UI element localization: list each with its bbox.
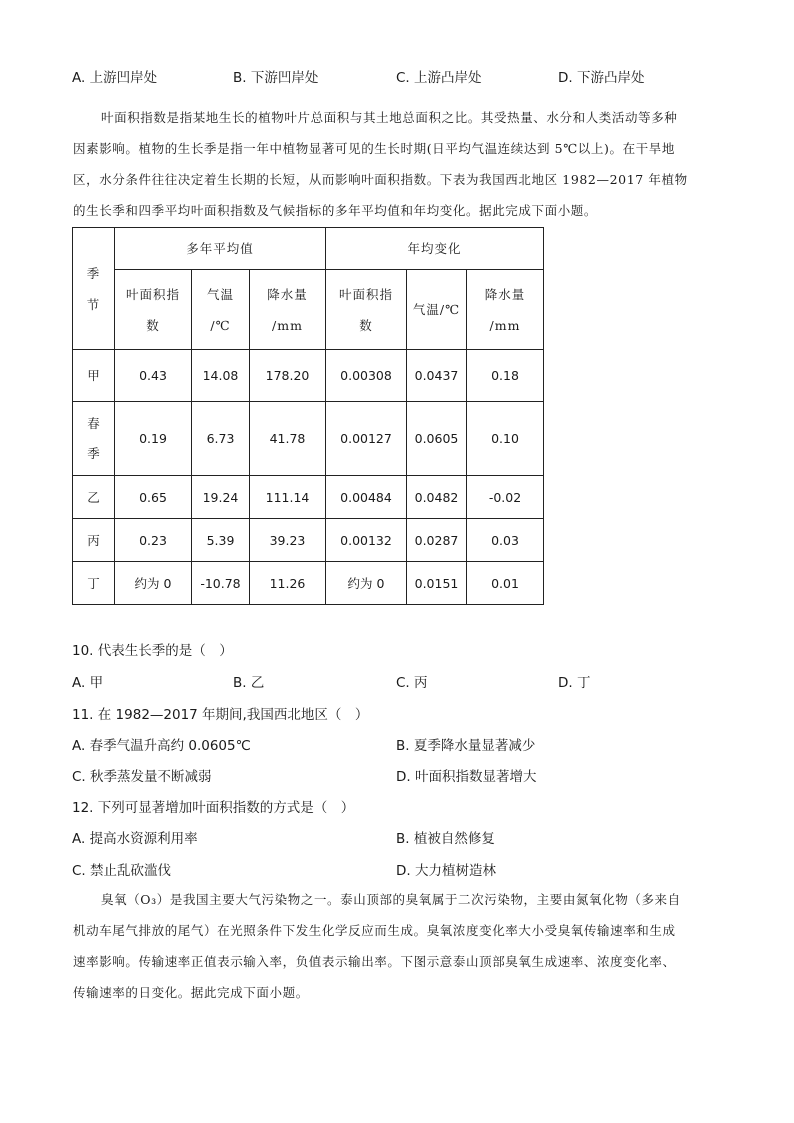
temp-avg-cell: -10.78 [192, 562, 250, 605]
q10-option-c: C. 丙 [396, 675, 428, 691]
q11-option-a: A. 春季气温升高约 0.0605℃ [72, 738, 251, 754]
passage1-line: 叶面积指数是指某地生长的植物叶片总面积与其土地总面积之比。其受热量、水分和人类活动等多种 [101, 110, 678, 125]
q10-option-a: A. 甲 [72, 675, 104, 691]
header-text: /mm [489, 317, 521, 333]
season-cell: 甲 [73, 350, 115, 402]
precip-change-cell: -0.02 [467, 476, 544, 519]
q9-option-a: A. 上游凹岸处 [72, 70, 158, 86]
precip-avg-cell: 11.26 [250, 562, 326, 605]
lai-avg-cell: 0.65 [115, 476, 192, 519]
season-text: 春季 [87, 415, 100, 461]
lai-change-cell: 约为 0 [326, 562, 407, 605]
lai-avg-cell: 0.23 [115, 519, 192, 562]
q10-stem: 10. 代表生长季的是（ ） [72, 643, 233, 659]
q11-option-b: B. 夏季降水量显著减少 [396, 738, 536, 754]
table-row [73, 350, 544, 402]
precip-avg-cell: 178.20 [250, 350, 326, 402]
temp-avg-cell: 5.39 [192, 519, 250, 562]
passage2-line: 传输速率的日变化。据此完成下面小题。 [73, 985, 309, 1000]
lai-change-cell: 0.00308 [326, 350, 407, 402]
header-text: 降水量 [484, 286, 526, 302]
lai-change-cell: 0.00127 [326, 402, 407, 476]
passage-leaf-area-index [73, 102, 723, 226]
q12-option-a: A. 提高水资源利用率 [72, 831, 198, 847]
season-cell: 丙 [73, 519, 115, 562]
precip-avg-cell: 39.23 [250, 519, 326, 562]
q11-option-c: C. 秋季蒸发量不断减弱 [72, 769, 212, 785]
temp-change-cell: 0.0482 [407, 476, 467, 519]
q10-option-b: B. 乙 [233, 675, 265, 691]
season-cell: 丁 [73, 562, 115, 605]
header-lai-change [326, 270, 407, 350]
lai-avg-cell: 0.19 [115, 402, 192, 476]
header-multi-year-average: 多年平均值 [115, 228, 326, 270]
passage1-line: 因素影响。植物的生长季是指一年中植物显著可见的生长时期(日平均气温连续达到 5℃以上)。在干旱地 [73, 141, 675, 156]
lai-avg-cell: 约为 0 [115, 562, 192, 605]
q12-option-d: D. 大力植树造林 [396, 863, 496, 879]
temp-avg-cell: 19.24 [192, 476, 250, 519]
header-text: 降水量 [267, 286, 308, 302]
lai-avg-cell: 0.43 [115, 350, 192, 402]
precip-change-cell: 0.03 [467, 519, 544, 562]
header-text: 数 [359, 317, 373, 333]
temp-change-cell: 0.0151 [407, 562, 467, 605]
precip-change-cell: 0.18 [467, 350, 544, 402]
q12-option-c: C. 禁止乱砍滥伐 [72, 863, 172, 879]
temp-change-cell: 0.0437 [407, 350, 467, 402]
header-text: /℃ [210, 317, 231, 333]
lai-change-cell: 0.00132 [326, 519, 407, 562]
passage-ozone [73, 884, 723, 1008]
season-cell [73, 402, 115, 476]
q12-option-b: B. 植被自然修复 [396, 831, 495, 847]
header-temp-avg [192, 270, 250, 350]
temp-avg-cell: 14.08 [192, 350, 250, 402]
q10-option-d: D. 丁 [558, 675, 591, 691]
header-season-char: 季 [86, 265, 101, 281]
header-temp-change: 气温/℃ [407, 270, 467, 350]
temp-avg-cell: 6.73 [192, 402, 250, 476]
header-text: 叶面积指 [338, 286, 393, 302]
passage2-line: 臭氧（O₃）是我国主要大气污染物之一。泰山顶部的臭氧属于二次污染物，主要由氮氧化物（多来自 [101, 892, 681, 907]
header-season-char: 节 [86, 296, 101, 312]
precip-change-cell: 0.01 [467, 562, 544, 605]
table-row [73, 476, 544, 519]
header-text: 气温 [206, 286, 234, 302]
header-text: 叶面积指 [125, 286, 180, 302]
q11-option-d: D. 叶面积指数显著增大 [396, 769, 537, 785]
precip-avg-cell: 41.78 [250, 402, 326, 476]
q9-option-d: D. 下游凸岸处 [558, 70, 645, 86]
q9-option-c: C. 上游凸岸处 [396, 70, 482, 86]
header-text: 数 [146, 317, 160, 333]
header-precip-avg [250, 270, 326, 350]
climate-lai-table [72, 227, 544, 605]
q9-option-b: B. 下游凹岸处 [233, 70, 319, 86]
table-row [73, 519, 544, 562]
header-precip-change [467, 270, 544, 350]
temp-change-cell: 0.0287 [407, 519, 467, 562]
passage2-line: 机动车尾气排放的尾气）在光照条件下发生化学反应而生成。臭氧浓度变化率大小受臭氧传输速率和生成 [73, 923, 676, 938]
lai-change-cell: 0.00484 [326, 476, 407, 519]
q12-stem: 12. 下列可显著增加叶面积指数的方式是（ ） [72, 800, 355, 816]
header-text: /mm [272, 317, 303, 333]
header-lai-avg [115, 270, 192, 350]
passage1-line: 区，水分条件往往决定着生长期的长短，从而影响叶面积指数。下表为我国西北地区 1982—2017 年植物 [73, 172, 688, 187]
temp-change-cell: 0.0605 [407, 402, 467, 476]
precip-change-cell: 0.10 [467, 402, 544, 476]
table-row [73, 402, 544, 476]
header-season [73, 228, 115, 350]
header-annual-change: 年均变化 [326, 228, 544, 270]
q11-stem: 11. 在 1982—2017 年期间,我国西北地区（ ） [72, 707, 369, 723]
table-row [73, 562, 544, 605]
precip-avg-cell: 111.14 [250, 476, 326, 519]
season-cell: 乙 [73, 476, 115, 519]
passage1-line: 的生长季和四季平均叶面积指数及气候指标的多年平均值和年均变化。据此完成下面小题。 [73, 203, 598, 218]
passage2-line: 速率影响。传输速率正值表示输入率，负值表示输出率。下图示意泰山顶部臭氧生成速率、浓度变化率、 [73, 954, 676, 969]
